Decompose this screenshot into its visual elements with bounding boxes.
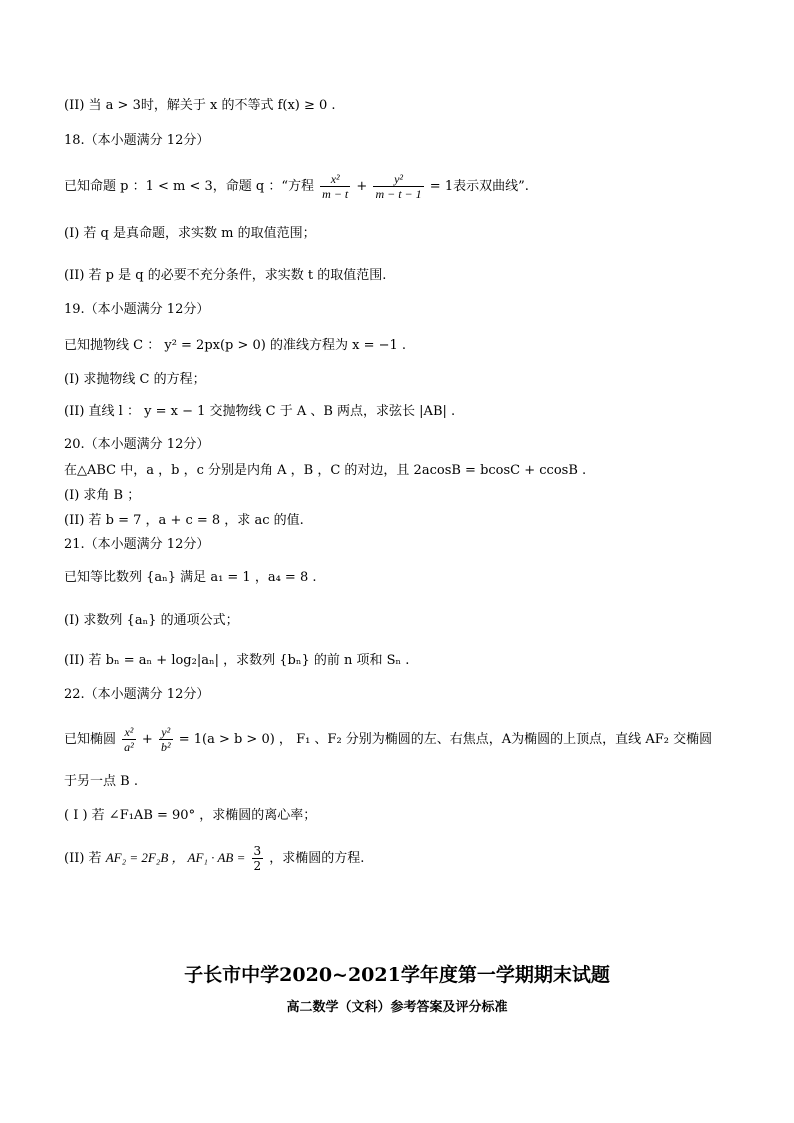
q19-stem: 已知抛物线 C ： y² = 2px(p > 0) 的准线方程为 x = −1 . (64, 338, 407, 353)
q22-stem-text: 已知椭圆 (64, 732, 117, 747)
q19-heading: 19.（本小题满分 12分） (64, 302, 210, 317)
q21-stem: 已知等比数列 {aₙ} 满足 a₁ = 1 ，a₄ = 8 . (64, 570, 317, 585)
q22-part2 (64, 844, 754, 873)
q18-fraction-y (373, 172, 423, 201)
q22-frac1-num: x² (122, 725, 136, 740)
q22-part2-fraction (252, 844, 264, 873)
q22-part2-frac-num: 3 (253, 844, 262, 858)
q22-part2-expr: AF₂ = 2F₂B ， AF₁ · AB = (105, 850, 246, 865)
q20-heading: 20.（本小题满分 12分） (64, 437, 210, 452)
q18-heading: 18.（本小题满分 12分） (64, 133, 210, 148)
q22-stem (64, 725, 754, 754)
q22-stem-tail: = 1(a > b > 0) ， F₁ 、F₂ 分别为椭圆的左、右焦点，A为椭圆的上顶点，直线 AF₂ 交椭圆 (178, 732, 713, 747)
q18-stem-tail: = 1表示双曲线”. (429, 179, 529, 194)
q22-frac2-den: b² (160, 740, 171, 754)
q18-part1: (I) 若 q 是真命题，求实数 m 的取值范围； (64, 226, 316, 241)
q20-part1: (I) 求角 B ； (64, 488, 141, 503)
answer-key-title: 子长市中学2020~2021学年度第一学期期末试题 (184, 964, 610, 986)
answer-key-subtitle: 高二数学（文科）参考答案及评分标准 (286, 1000, 508, 1015)
q18-plus: + (356, 179, 368, 194)
q18-stem-text: 已知命题 p ：1 < m < 3，命题 q ：“方程 (64, 179, 315, 194)
q18-frac1-den: m − t (322, 187, 349, 201)
q20-part2: (II) 若 b = 7 ，a + c = 8 ，求 ac 的值. (64, 513, 304, 528)
q18-stem (64, 172, 754, 201)
q22-plus: + (141, 732, 153, 747)
q18-frac2-num: y² (373, 172, 423, 187)
q20-stem: 在△ABC 中，a ，b ，c 分别是内角 A ，B ，C 的对边，且 2acosB = bcosC + ccosB . (64, 463, 587, 478)
q22-part1: ( I ) 若 ∠F₁AB = 90° ，求椭圆的离心率； (64, 808, 317, 823)
q18-frac1-num: x² (320, 172, 350, 187)
q21-part1: (I) 求数列 {aₙ} 的通项公式； (64, 613, 239, 628)
q21-part2: (II) 若 bₙ = aₙ + log₂|aₙ| ，求数列 {bₙ} 的前 n 项和 Sₙ . (64, 653, 410, 668)
q22-fraction-x (122, 725, 136, 754)
q22-frac1-den: a² (124, 740, 134, 754)
q22-stem-cont: 于另一点 B . (64, 774, 138, 789)
q18-frac2-den: m − t − 1 (375, 187, 422, 201)
q19-part1: (I) 求抛物线 C 的方程； (64, 372, 206, 387)
q22-part2-frac-den: 2 (253, 859, 262, 873)
q22-heading: 22.（本小题满分 12分） (64, 687, 210, 702)
q19-part2: (II) 直线 l ： y = x − 1 交抛物线 C 于 A 、B 两点，求弦长 |AB| . (64, 404, 456, 419)
q17-part2: (II) 当 a > 3时，解关于 x 的不等式 f(x) ≥ 0 . (64, 98, 336, 113)
q22-fraction-y (159, 725, 173, 754)
q22-frac2-num: y² (159, 725, 173, 740)
q21-heading: 21.（本小题满分 12分） (64, 537, 210, 552)
q22-part2-tail: ，求椭圆的方程. (269, 851, 365, 866)
q18-part2: (II) 若 p 是 q 的必要不充分条件，求实数 t 的取值范围. (64, 268, 387, 283)
q22-part2-label: (II) 若 (64, 851, 102, 866)
q18-fraction-x (320, 172, 350, 201)
